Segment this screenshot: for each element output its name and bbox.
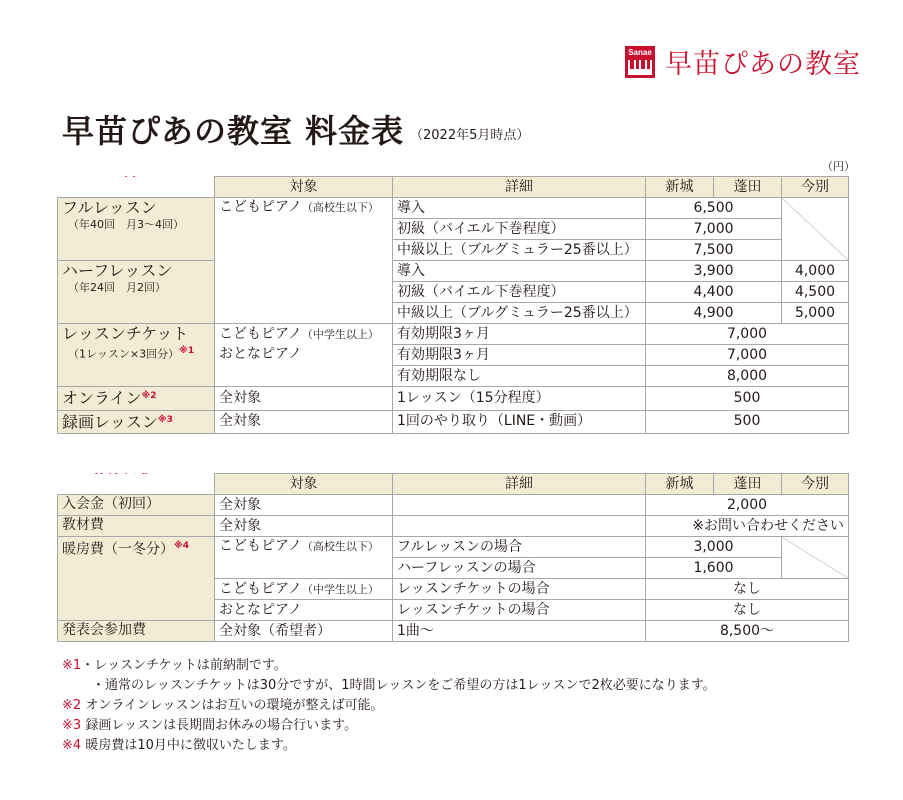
category-lesson-ticket: レッスンチケット （1レッスン×3回分）$^{※1}$ (58, 324, 215, 387)
detail-cell: フルレッスンの場合 (393, 537, 646, 558)
target-cell: 全対象 (215, 495, 393, 516)
header-shinjo: 新城 (646, 177, 714, 198)
logo-name: 早苗ぴあの教室 (665, 49, 861, 80)
page-title: 早苗ぴあの教室 料金表 (62, 112, 405, 150)
category-heating: 暖房費（一冬分）$^{※4}$ (58, 537, 215, 621)
detail-cell: 有効期限3ヶ月 (393, 324, 646, 345)
price-cell: 4,400 (646, 282, 782, 303)
detail-cell: レッスンチケットの場合 (393, 579, 646, 600)
price-cell: 1,600 (646, 558, 782, 579)
detail-cell: レッスンチケットの場合 (393, 600, 646, 621)
not-applicable-cell (782, 198, 849, 261)
price-cell: なし (646, 600, 849, 621)
price-konbetsu-cell: 4,500 (782, 282, 849, 303)
target-cell: 全対象 (215, 516, 393, 537)
price-cell: 7,000 (646, 345, 849, 366)
logo-mark-text: Sanae (628, 47, 652, 57)
detail-cell: 導入 (393, 261, 646, 282)
title-date: （2022年5月時点） (410, 128, 530, 143)
detail-cell: 有効期限3ヶ月 (393, 345, 646, 366)
table-header-row (58, 474, 849, 495)
lesson-fee-table (57, 176, 849, 434)
price-konbetsu-cell: 5,000 (782, 303, 849, 324)
price-cell: 7,000 (646, 324, 849, 345)
other-fee-table (57, 473, 849, 642)
piano-logo-icon (625, 46, 655, 78)
table-row (58, 537, 849, 558)
header-detail: 詳細 (393, 474, 646, 495)
category-half-lesson: ハーフレッスン （年24回 月2回） (58, 261, 215, 324)
category-full-lesson: フルレッスン （年40回 月3〜4回） (58, 198, 215, 261)
detail-cell: 中級以上（ブルグミュラー25番以上） (393, 303, 646, 324)
target-adult-piano: おとなピアノ (215, 600, 393, 621)
table-row (58, 198, 849, 219)
price-cell: 3,900 (646, 261, 782, 282)
price-cell: 7,500 (646, 240, 782, 261)
price-cell: 3,000 (646, 537, 782, 558)
price-cell: 8,000 (646, 366, 849, 387)
target-adult-piano: おとなピアノ (215, 345, 393, 387)
price-cell: 500 (646, 410, 849, 434)
footnote-item: ※2 オンラインレッスンはお互いの環境が整えば可能。 (62, 698, 384, 713)
brand-logo (625, 42, 861, 81)
price-cell: 2,000 (646, 495, 849, 516)
table-row (58, 324, 849, 345)
header-shinjo: 新城 (646, 474, 714, 495)
price-cell: 8,500〜 (646, 621, 849, 642)
target-child-piano: こどもピアノ（高校生以下） (215, 198, 393, 324)
currency-unit: （円） (822, 160, 855, 173)
not-applicable-cell (782, 537, 849, 579)
detail-cell: 有効期限なし (393, 366, 646, 387)
table-header-row (58, 177, 849, 198)
header-konbetsu: 今別 (782, 474, 849, 495)
header-target: 対象 (215, 474, 393, 495)
detail-cell: 導入 (393, 198, 646, 219)
table-row (58, 495, 849, 516)
table-row (58, 387, 849, 411)
header-houda: 蓬田 (714, 474, 782, 495)
detail-cell: 初級（バイエル下巻程度） (393, 282, 646, 303)
footnote-item: ※4 暖房費は10月中に徴収いたします。 (62, 738, 296, 753)
category-recorded: 録画レッスン$^{※3}$ (58, 410, 215, 434)
category-entrance: 入会金（初回） (58, 495, 215, 516)
detail-cell: 1レッスン（15分程度） (393, 387, 646, 411)
target-child-piano-ms: こどもピアノ（中学生以上） (215, 324, 393, 345)
table-row (58, 261, 849, 282)
detail-cell: 1曲〜 (393, 621, 646, 642)
detail-cell: ハーフレッスンの場合 (393, 558, 646, 579)
footnotes (62, 656, 716, 756)
footnote-item: ※3 録画レッスンは長期間お休みの場合行います。 (62, 718, 358, 733)
target-cell: 全対象（希望者） (215, 621, 393, 642)
target-child-piano-ms: こどもピアノ（中学生以上） (215, 579, 393, 600)
table-row (58, 621, 849, 642)
detail-cell: 1回のやり取り（LINE・動画） (393, 410, 646, 434)
price-cell: 4,900 (646, 303, 782, 324)
footnote-item: ・通常のレッスンチケットは30分ですが、1時間レッスンをご希望の方は1レッスンで2枚必要になります。 (92, 678, 716, 693)
target-cell: 全対象 (215, 387, 393, 411)
table-row (58, 410, 849, 434)
header-konbetsu: 今別 (782, 177, 849, 198)
target-child-piano: こどもピアノ（高校生以下） (215, 537, 393, 579)
category-material: 教材費 (58, 516, 215, 537)
category-recital: 発表会参加費 (58, 621, 215, 642)
price-konbetsu-cell: 4,000 (782, 261, 849, 282)
target-cell: 全対象 (215, 410, 393, 434)
header-detail: 詳細 (393, 177, 646, 198)
price-cell: ※お問い合わせください (646, 516, 849, 537)
footnote-item: ※1・レッスンチケットは前納制です。 (62, 658, 287, 673)
price-cell: 500 (646, 387, 849, 411)
detail-cell: 中級以上（ブルグミュラー25番以上） (393, 240, 646, 261)
detail-cell: 初級（バイエル下巻程度） (393, 219, 646, 240)
header-target: 対象 (215, 177, 393, 198)
price-cell: 7,000 (646, 219, 782, 240)
header-houda: 蓬田 (714, 177, 782, 198)
price-cell: なし (646, 579, 849, 600)
category-online: オンライン$^{※2}$ (58, 387, 215, 411)
price-cell: 6,500 (646, 198, 782, 219)
table-row (58, 516, 849, 537)
